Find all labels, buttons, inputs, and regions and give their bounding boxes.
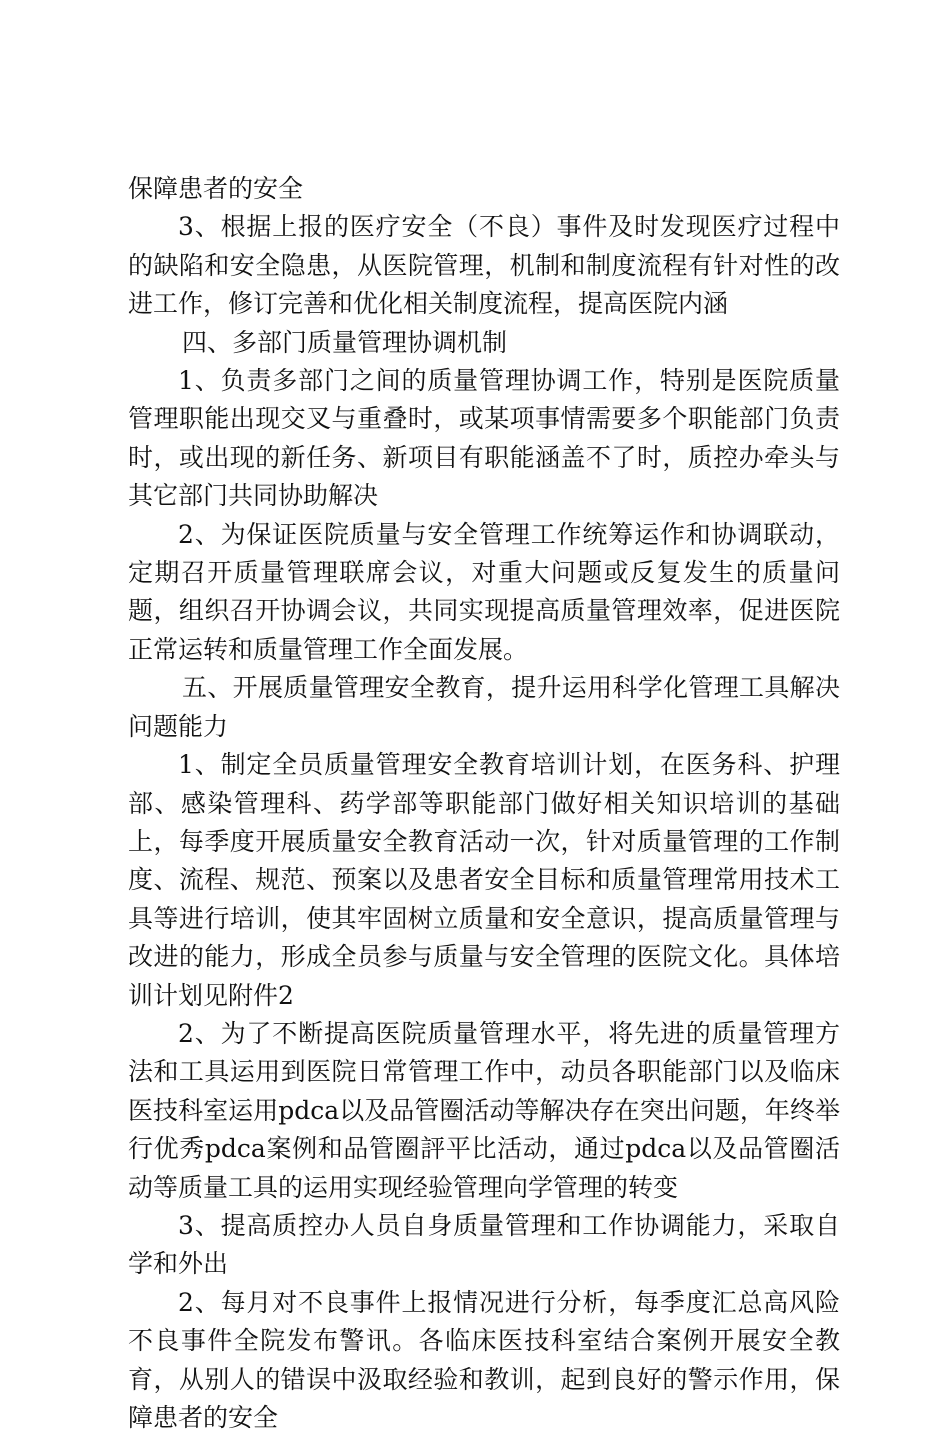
paragraph-item-1: 1、负责多部门之间的质量管理协调工作，特别是医院质量管理职能出现交叉与重叠时，或某项事情需要多个职能部门负责时，或出现的新任务、新项目有职能涵盖不了时，质控办牵头与其它部门共同协助解决 [128,366,840,511]
paragraph-item-3: 3、提高质控办人员自身质量管理和工作协调能力，采取自学和外出 [128,1210,840,1279]
section-heading-4: 四、多部门质量管理协调机制 [182,327,508,357]
section-heading-5: 五、开展质量管理安全教育，提升运用科学化管理工具解决问题能力 [128,673,840,741]
paragraph-item-3: 3、根据上报的医疗安全（不良）事件及时发现医疗过程中的缺陷和安全隐患，从医院管理，机制和制度流程有针对性的改进工作，修订完善和优化相关制度流程，提高医院内涵 [128,212,840,319]
paragraph-item-2: 2、每月对不良事件上报情况进行分析，每季度汇总高风险不良事件全院发布警讯。各临床医技科室结合案例开展安全教育，从别人的错误中汲取经验和教训，起到良好的警示作用，保障患者的安全 [128,1287,840,1432]
paragraph-item-1: 1、制定全员质量管理安全教育培训计划，在医务科、护理部、感染管理科、药学部等职能部门做好相关知识培训的基础上，每季度开展质量安全教育活动一次，针对质量管理的工作制度、流程、规范、预案以及患者安全目标和质量管理常用技术工具等进行培训，使其牢固树立质量和安全意识，提高质量管理与改进的能力，形成全员参与质量与安全管理的医院文化。具体培训计划见附件2 [128,750,840,1010]
paragraph-item-2: 2、为了不断提高医院质量管理水平，将先进的质量管理方法和工具运用到医院日常管理工作中，动员各职能部门以及临床医技科室运用pdca以及品管圈活动等解决存在突出问题，年终举行优秀pdca案例和品管圈評平比活动，通过pdca以及品管圈活动等质量工具的运用实现经验管理向学管理的转变 [128,1018,840,1202]
paragraph-continuation: 保障患者的安全 [128,174,304,203]
document-body [128,170,840,1437]
paragraph-item-2: 2、为保证医院质量与安全管理工作统筹运作和协调联动，定期召开质量管理联席会议，对重大问题或反复发生的质量问题，组织召开协调会议，共同实现提高质量管理效率，促进医院正常运转和质量管理工作全面发展。 [128,519,840,664]
